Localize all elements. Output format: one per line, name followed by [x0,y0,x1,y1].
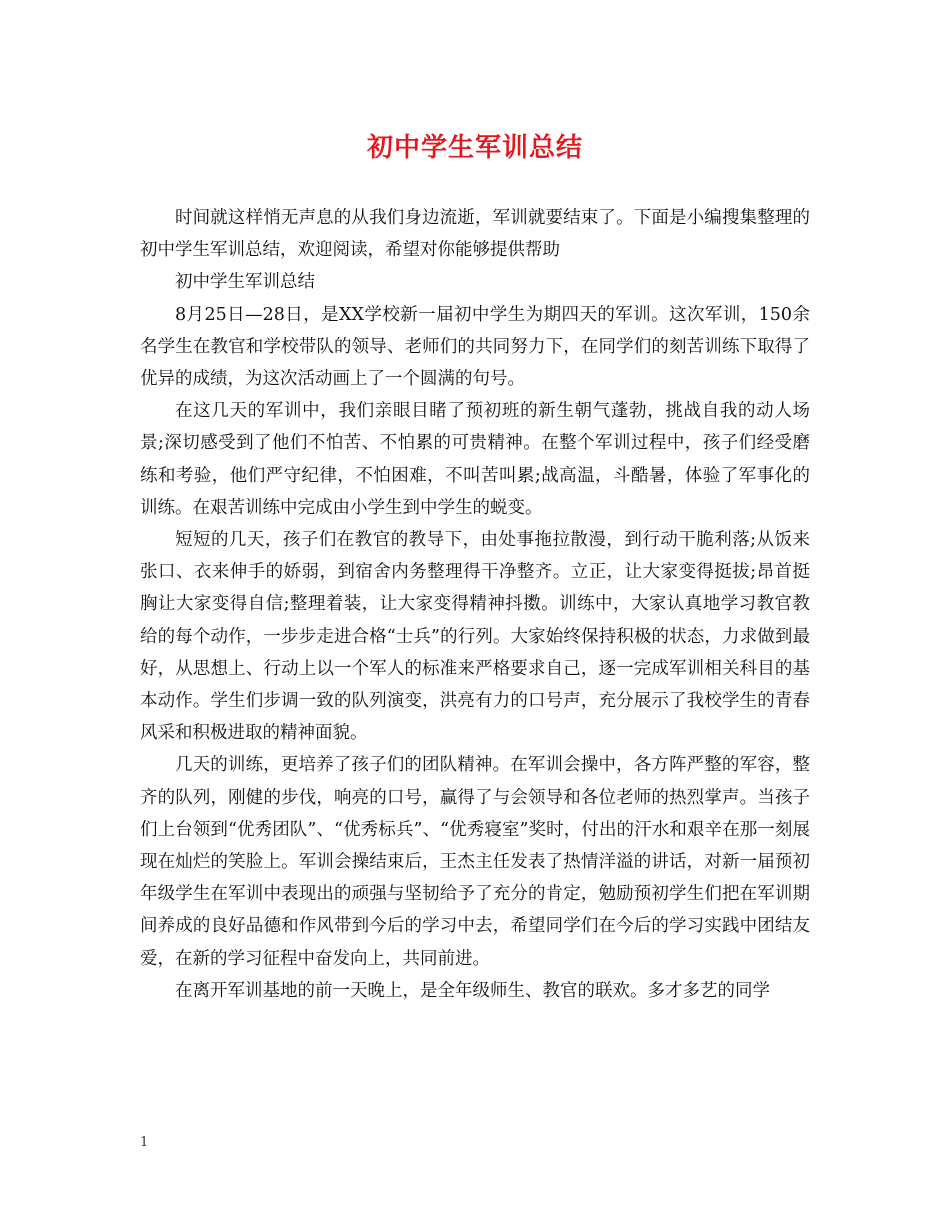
paragraph-subtitle: 初中学生军训总结 [175,272,315,293]
document-body [140,202,810,1007]
paragraph-team-spirit: 几天的训练，更培养了孩子们的团队精神。在军训会操中，各方阵严整的军容，整齐的队列，刚健的步伐，响亮的口号，赢得了与会领导和各位老师的热烈掌声。当孩子们上台领到“优秀团队”、“优秀标兵”、“优秀寝室”奖时，付出的汗水和艰辛在那一刻展现在灿烂的笑脸上。军训会操结束后，王杰主任发表了热情洋溢的讲话，对新一届预初年级学生在军训中表现出的顽强与坚韧给予了充分的肯定，勉励预初学生们把在军训期间养成的良好品德和作风带到今后的学习中去，希望同学们在今后的学习实践中团结友爱，在新的学习征程中奋发向上，共同前进。 [140,755,810,969]
paragraph-experience: 在这几天的军训中，我们亲眼目睹了预初班的新生朝气蓬勃，挑战自我的动人场景;深切感受到了他们不怕苦、不怕累的可贵精神。在整个军训过程中，孩子们经受磨练和考验，他们严守纪律，不怕困难，不叫苦叫累;战高温，斗酷暑，体验了军事化的训练。在艰苦训练中完成由小学生到中学生的蜕变。 [140,401,810,518]
paragraph-overview: 8月25日—28日，是XX学校新一届初中学生为期四天的军训。这次军训，150余名学生在教官和学校带队的领导、老师们的共同努力下，在同学们的刻苦训练下取得了优异的成绩，为这次活动画上了一个圆满的句号。 [140,304,810,390]
page-number: 1 [140,1135,149,1150]
paragraph-training: 短短的几天，孩子们在教官的教导下，由处事拖拉散漫，到行动干脆利落;从饭来张口、衣来伸手的娇弱，到宿舍内务整理得干净整齐。立正，让大家变得挺拔;昂首挺胸让大家变得自信;整理着装，让大家变得精神抖擞。训练中，大家认真地学习教官教给的每个动作，一步步走进合格“士兵”的行列。大家始终保持积极的状态，力求做到最好，从思想上、行动上以一个军人的标准来严格要求自己，逐一完成军训相关科目的基本动作。学生们步调一致的队列演变，洪亮有力的口号声，充分展示了我校学生的青春风采和积极进取的精神面貌。 [140,530,810,744]
paragraph-farewell: 在离开军训基地的前一天晚上，是全年级师生、教官的联欢。多才多艺的同学 [175,980,770,1001]
document-title: 初中学生军训总结 [366,133,583,163]
paragraph-intro: 时间就这样悄无声息的从我们身边流逝，军训就要结束了。下面是小编搜集整理的初中学生军训总结，欢迎阅读，希望对你能够提供帮助 [140,208,810,261]
